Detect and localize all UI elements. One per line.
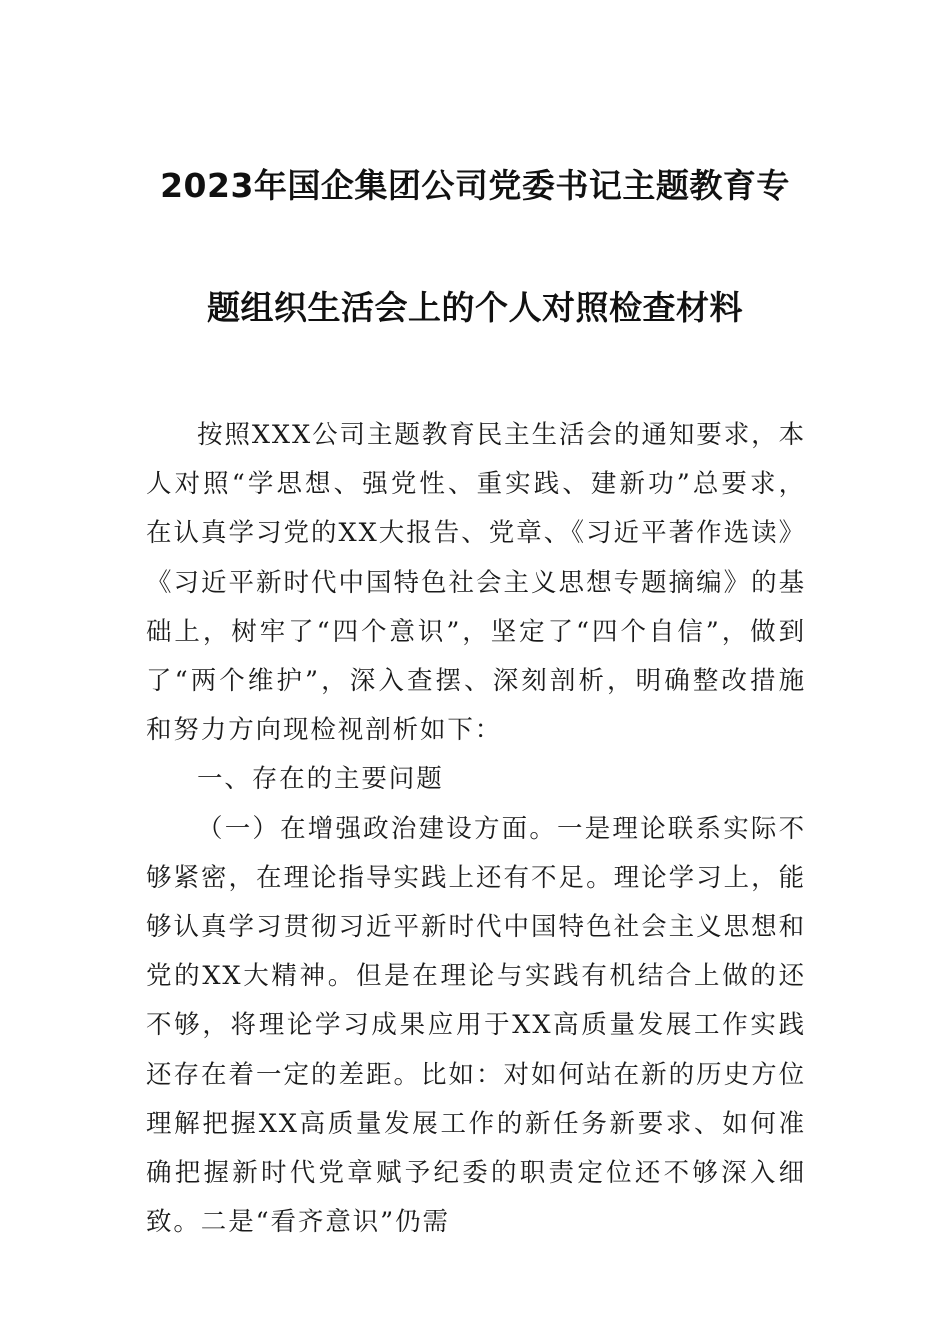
document-body (146, 411, 806, 1247)
document-title-line-1: 2023年国企集团公司党委书记主题教育专 (160, 166, 790, 205)
section-heading: 一、存在的主要问题 (197, 764, 444, 795)
document-title-line-2: 题组织生活会上的个人对照检查材料 (207, 288, 743, 327)
paragraph-intro: 按照XXX公司主题教育民主生活会的通知要求，本人对照“学思想、强党性、重实践、建新功”总要求，在认真学习党的XX大报告、党章、《习近平著作选读》《习近平新时代中国特色社会主义思想专题摘编》的基础上，树牢了“四个意识”，坚定了“四个自信”，做到了“两个维护”，深入查摆、深刻剖析，明确整改措施和努力方向现检视剖析如下： (146, 420, 806, 746)
paragraph-political-construction: （一）在增强政治建设方面。一是理论联系实际不够紧密，在理论指导实践上还有不足。理论学习上，能够认真学习贯彻习近平新时代中国特色社会主义思想和党的XX大精神。但是在理论与实践有机结合上做的还不够，将理论学习成果应用于XX高质量发展工作实践还存在着一定的差距。比如：对如何站在新的历史方位理解把握XX高质量发展工作的新任务新要求、如何准确把握新时代党章赋予纪委的职责定位还不够深入细致。二是“看齐意识”仍需 (146, 813, 806, 1238)
